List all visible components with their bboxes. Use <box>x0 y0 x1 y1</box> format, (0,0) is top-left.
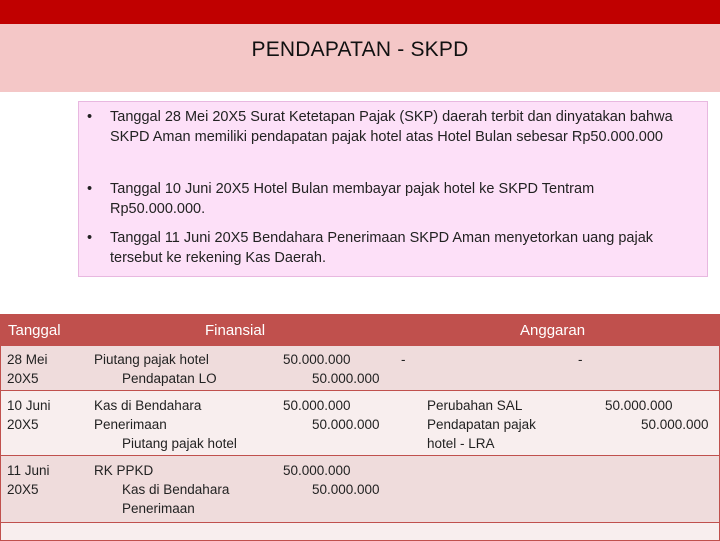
fin-credit-account: Pendapatan LO <box>122 371 217 386</box>
date-cell: 11 Juni 20X5 <box>7 463 50 497</box>
fin-debit-amount: 50.000.000 <box>283 352 351 367</box>
bullet-text: Tanggal 11 Juni 20X5 Bendahara Penerimaan SKPD Aman menyetorkan uang pajak tersebut ke rekening Kas Daerah. <box>110 230 654 266</box>
fin-credit-account: Piutang pajak hotel <box>122 436 237 451</box>
fin-credit-amount: 50.000.000 <box>312 417 380 432</box>
table-header <box>0 314 720 346</box>
fin-debit-account: Kas di Bendahara Penerimaan <box>94 398 202 432</box>
ang-credit-amount: 50.000.000 <box>641 417 709 432</box>
header-finansial: Finansial <box>205 322 266 339</box>
fin-credit-account: Kas di Bendahara Penerimaan <box>122 482 230 516</box>
page-title: PENDAPATAN - SKPD <box>251 38 469 61</box>
ang-debit-account: Perubahan SAL <box>427 398 523 413</box>
header-tanggal: Tanggal <box>8 322 61 339</box>
top-accent-bar <box>0 0 720 24</box>
fin-debit-account: RK PPKD <box>94 463 154 478</box>
date-cell: 10 Juni 20X5 <box>7 398 51 432</box>
ang-debit-amount: - <box>578 352 583 367</box>
bullet-dot: • <box>87 109 93 125</box>
table-row-empty <box>0 523 720 541</box>
bullet-text: Tanggal 28 Mei 20X5 Surat Ketetapan Pajak (SKP) daerah terbit dan dinyatakan bahwa SKPD Aman memiliki pendapatan pajak hotel atas Hotel Bulan sebesar Rp50.000.000 <box>110 109 673 145</box>
bullet-dot: • <box>87 230 93 246</box>
fin-debit-amount: 50.000.000 <box>283 398 351 413</box>
bullet-box <box>78 101 708 277</box>
header-anggaran: Anggaran <box>520 322 586 339</box>
fin-credit-amount: 50.000.000 <box>312 371 380 386</box>
fin-credit-amount: 50.000.000 <box>312 482 380 497</box>
table-row <box>0 391 720 456</box>
fin-debit-account: Piutang pajak hotel <box>94 352 209 367</box>
table-row <box>0 346 720 391</box>
ang-debit-account: - <box>401 352 406 367</box>
ang-debit-amount: 50.000.000 <box>605 398 673 413</box>
ang-credit-account: Pendapatan pajak hotel - LRA <box>427 417 536 451</box>
fin-debit-amount: 50.000.000 <box>283 463 351 478</box>
bullet-dot: • <box>87 181 93 197</box>
table-row <box>0 456 720 523</box>
bullet-text: Tanggal 10 Juni 20X5 Hotel Bulan membayar pajak hotel ke SKPD Tentram Rp50.000.000. <box>110 181 595 217</box>
date-cell: 28 Mei 20X5 <box>7 352 48 386</box>
